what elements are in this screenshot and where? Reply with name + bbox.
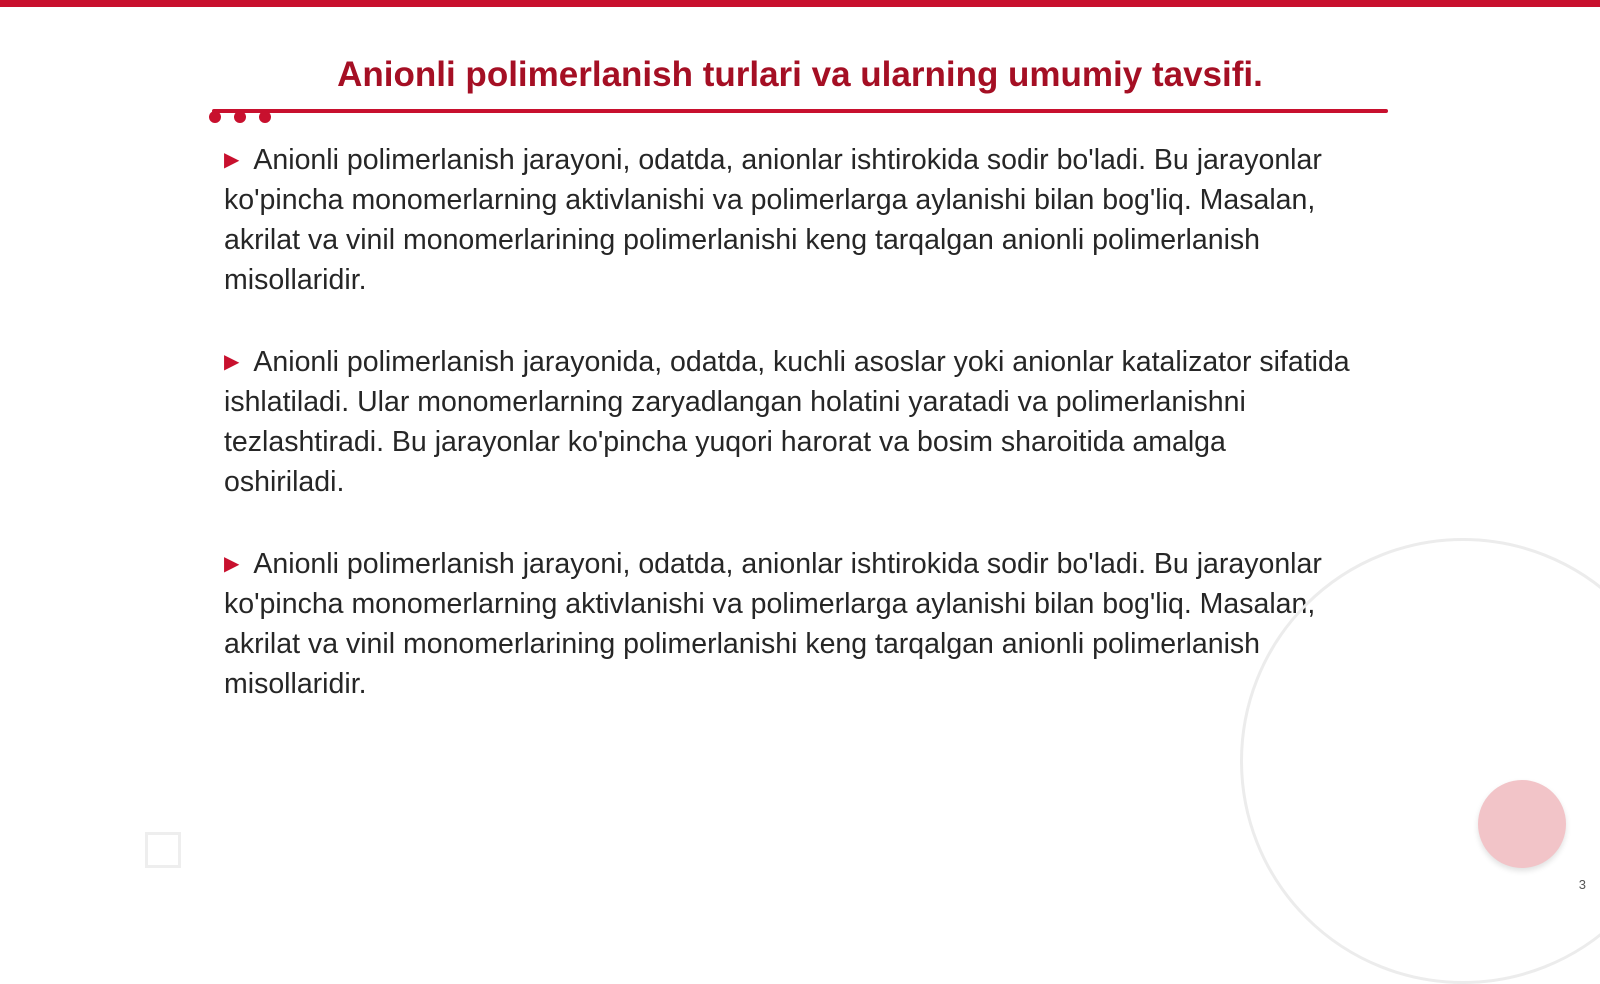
bullet-text-3: Anionli polimerlanish jarayoni, odatda, anionlar ishtirokida sodir bo'ladi. Bu jarayonlar ko'pincha monomerlarning aktivlanishi va polimerlarga aylanishi bilan bog'liq. Masalan, akrilat va vinil monomerlarining polimerlanishi keng tarqalgan anionli polimerlanish misollaridir. [224,548,1322,700]
decorative-square [145,832,181,868]
title-dot-2 [234,111,246,123]
triangle-right-icon: ▶ [224,553,240,575]
title-underline [212,109,1388,113]
slide-title: Anionli polimerlanish turlari va ularning umumiy tavsifi. [337,55,1263,94]
page-number: 3 [1578,877,1586,892]
top-accent-bar [0,0,1600,7]
bullet-text-1: Anionli polimerlanish jarayoni, odatda, anionlar ishtirokida sodir bo'ladi. Bu jarayonlar ko'pincha monomerlarning aktivlanishi va polimerlarga aylanishi bilan bog'liq. Masalan, akrilat va vinil monomerlarining polimerlanishi keng tarqalgan anionli polimerlanish misollaridir. [224,144,1322,296]
bullet-item-1 [224,140,1354,300]
bullet-list [224,140,1354,746]
triangle-right-icon: ▶ [224,351,240,373]
bullet-text-2: Anionli polimerlanish jarayonida, odatda, kuchli asoslar yoki anionlar katalizator sifatida ishlatiladi. Ular monomerlarning zaryadlangan holatini yaratadi va polimerlanishni tezlashtiradi. Bu jarayonlar ko'pincha yuqori harorat va bosim sharoitida amalga oshiriladi. [224,346,1350,498]
bullet-item-2 [224,342,1354,502]
triangle-right-icon: ▶ [224,149,240,171]
title-dot-1 [209,111,221,123]
bullet-item-3 [224,544,1354,704]
title-dot-3 [259,111,271,123]
decorative-circle [1478,780,1566,868]
